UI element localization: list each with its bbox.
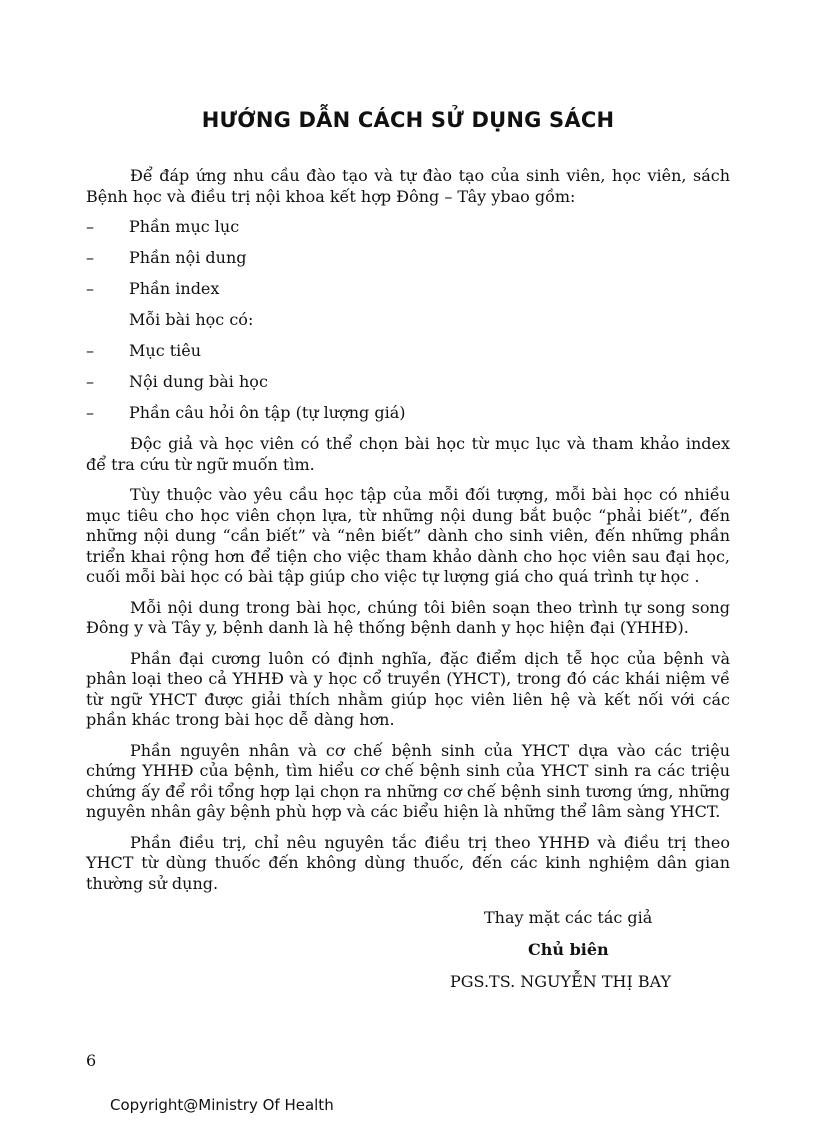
dash-marker: –: [86, 217, 94, 236]
list-item-book-part: [86, 279, 730, 300]
dash-marker: –: [86, 403, 94, 422]
list-item-lesson-part: [86, 403, 730, 424]
dash-marker: –: [86, 372, 94, 391]
list-item-text: Nội dung bài học: [129, 372, 268, 391]
list-item-lesson-part: [86, 372, 730, 393]
dash-marker: –: [86, 341, 94, 360]
paragraph: Tùy thuộc vào yêu cầu học tập của mỗi đối tượng, mỗi bài học có nhiều mục tiêu cho học viên chọn lựa, từ những nội dung bắt buộc “phải biết”, đến những nội dung “cần biết” và “nên biết” dành cho sinh viên, đến những phần triển khai rộng hơn để tiện cho việc tham khảo dành cho học viên sau đại học, cuối mỗi bài học có bài tập giúp cho việc tự lượng giá cho quá trình tự học .: [86, 485, 730, 586]
page-number: 6: [86, 1051, 97, 1070]
dash-marker: –: [86, 248, 94, 267]
signature-name: PGS.TS. NGUYỄN THỊ BAY: [450, 972, 672, 991]
list-item-lesson-part: [86, 341, 730, 362]
body-text: [86, 166, 730, 904]
paragraph: Phần nguyên nhân và cơ chế bệnh sinh của YHCT dựa vào các triệu chứng YHHĐ của bệnh, tìm hiểu cơ chế bệnh sinh của YHCT sinh ra các triệu chứng ấy để rồi tổng hợp lại chọn ra những cơ chế bệnh sinh tương ứng, những nguyên nhân gây bệnh phù hợp và các biểu hiện là những thể lâm sàng YHCT.: [86, 740, 730, 821]
list-item-text: Phần câu hỏi ôn tập (tự lượng giá): [129, 403, 406, 422]
paragraph: Phần điều trị, chỉ nêu nguyên tắc điều trị theo YHHĐ và điều trị theo YHCT từ dùng thuốc đến không dùng thuốc, đến các kinh nghiệm dân gian thường sử dụng.: [86, 832, 730, 893]
list-item-text: Phần index: [129, 279, 220, 298]
list-item-book-part: [86, 217, 730, 238]
paragraph: Mỗi nội dung trong bài học, chúng tôi biên soạn theo trình tự song song Đông y và Tây y, bệnh danh là hệ thống bệnh danh y học hiện đại (YHHĐ).: [86, 597, 730, 637]
list-item-text: Phần mục lục: [129, 217, 240, 236]
page-title: HƯỚNG DẪN CÁCH SỬ DỤNG SÁCH: [201, 108, 615, 132]
intro-paragraph: Để đáp ứng nhu cầu đào tạo và tự đào tạo của sinh viên, học viên, sách Bệnh học và điều trị nội khoa kết hợp Đông – Tây ybao gồm:: [86, 166, 730, 206]
dash-marker: –: [86, 279, 94, 298]
signature-role: Chủ biên: [528, 940, 609, 959]
paragraph: Độc giả và học viên có thể chọn bài học từ mục lục và tham khảo index để tra cứu từ ngữ muốn tìm.: [86, 434, 730, 474]
copyright-notice: Copyright@Ministry Of Health: [110, 1096, 334, 1114]
list-item-text: Phần nội dung: [129, 248, 247, 267]
paragraph: Phần đại cương luôn có định nghĩa, đặc điểm dịch tễ học của bệnh và phân loại theo cả YHHĐ và y học cổ truyền (YHCT), trong đó các khái niệm về từ ngữ YHCT được giải thích nhằm giúp học viên liên hệ và kết nối với các phần khác trong bài học dễ dàng hơn.: [86, 648, 730, 729]
signature-on-behalf: Thay mặt các tác giả: [484, 908, 653, 927]
list-item-text: Mục tiêu: [129, 341, 202, 360]
list-item-book-part: [86, 248, 730, 269]
lesson-intro: Mỗi bài học có:: [129, 310, 254, 329]
